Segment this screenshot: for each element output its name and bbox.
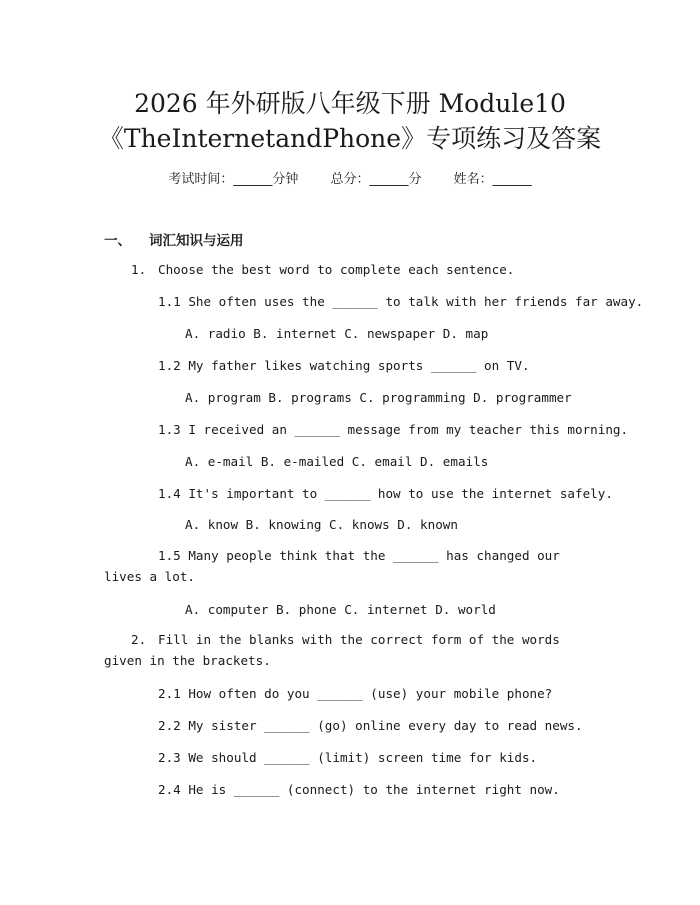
section-title: 词汇知识与运用 bbox=[149, 233, 244, 249]
section-heading bbox=[104, 229, 244, 249]
section-number: 一、 bbox=[104, 233, 131, 249]
exam-time: 考试时间：______分钟 bbox=[168, 172, 299, 187]
sub-question-2-3: 2.3 We should ______ (limit) screen time for kids. bbox=[158, 750, 538, 765]
title-line-1: 2026 年外研版八年级下册 Module10 bbox=[134, 89, 566, 118]
question-number: 2. bbox=[131, 632, 147, 647]
sub-question-1-5: 1.5 Many people think that the ______ has changed our lives a lot. bbox=[104, 548, 560, 584]
sub-question-2-4: 2.4 He is ______ (connect) to the internet right now. bbox=[158, 782, 560, 797]
question-number: 1. bbox=[131, 262, 147, 277]
options-1-2: A. program B. programs C. programming D. programmer bbox=[185, 390, 572, 405]
question-2 bbox=[104, 629, 592, 671]
options-1-5: A. computer B. phone C. internet D. world bbox=[185, 602, 496, 617]
sub-question-1-4: 1.4 It's important to ______ how to use the internet safely. bbox=[158, 486, 613, 501]
question-text: Fill in the blanks with the correct form of the words given in the brackets. bbox=[104, 632, 560, 668]
sub-question-2-2: 2.2 My sister ______ (go) online every day to read news. bbox=[158, 718, 583, 733]
options-1-3: A. e-mail B. e-mailed C. email D. emails bbox=[185, 454, 489, 469]
sub-question-1-2: 1.2 My father likes watching sports ______ on TV. bbox=[158, 358, 530, 373]
options-1-4: A. know B. knowing C. knows D. known bbox=[185, 517, 458, 532]
exam-meta bbox=[0, 168, 700, 187]
sub-question-2-1: 2.1 How often do you ______ (use) your mobile phone? bbox=[158, 686, 553, 701]
sub-question-1-3: 1.3 I received an ______ message from my teacher this morning. bbox=[158, 422, 629, 437]
sub-question-1-1: 1.1 She often uses the ______ to talk with her friends far away. bbox=[158, 294, 644, 309]
question-text: Choose the best word to complete each sentence. bbox=[158, 262, 515, 277]
options-1-1: A. radio B. internet C. newspaper D. map bbox=[185, 326, 489, 341]
student-name: 姓名：______ bbox=[453, 172, 532, 187]
total-score: 总分：______分 bbox=[330, 172, 422, 187]
title-line-2: 《TheInternetandPhone》专项练习及答案 bbox=[98, 124, 602, 153]
question-1 bbox=[131, 262, 514, 277]
